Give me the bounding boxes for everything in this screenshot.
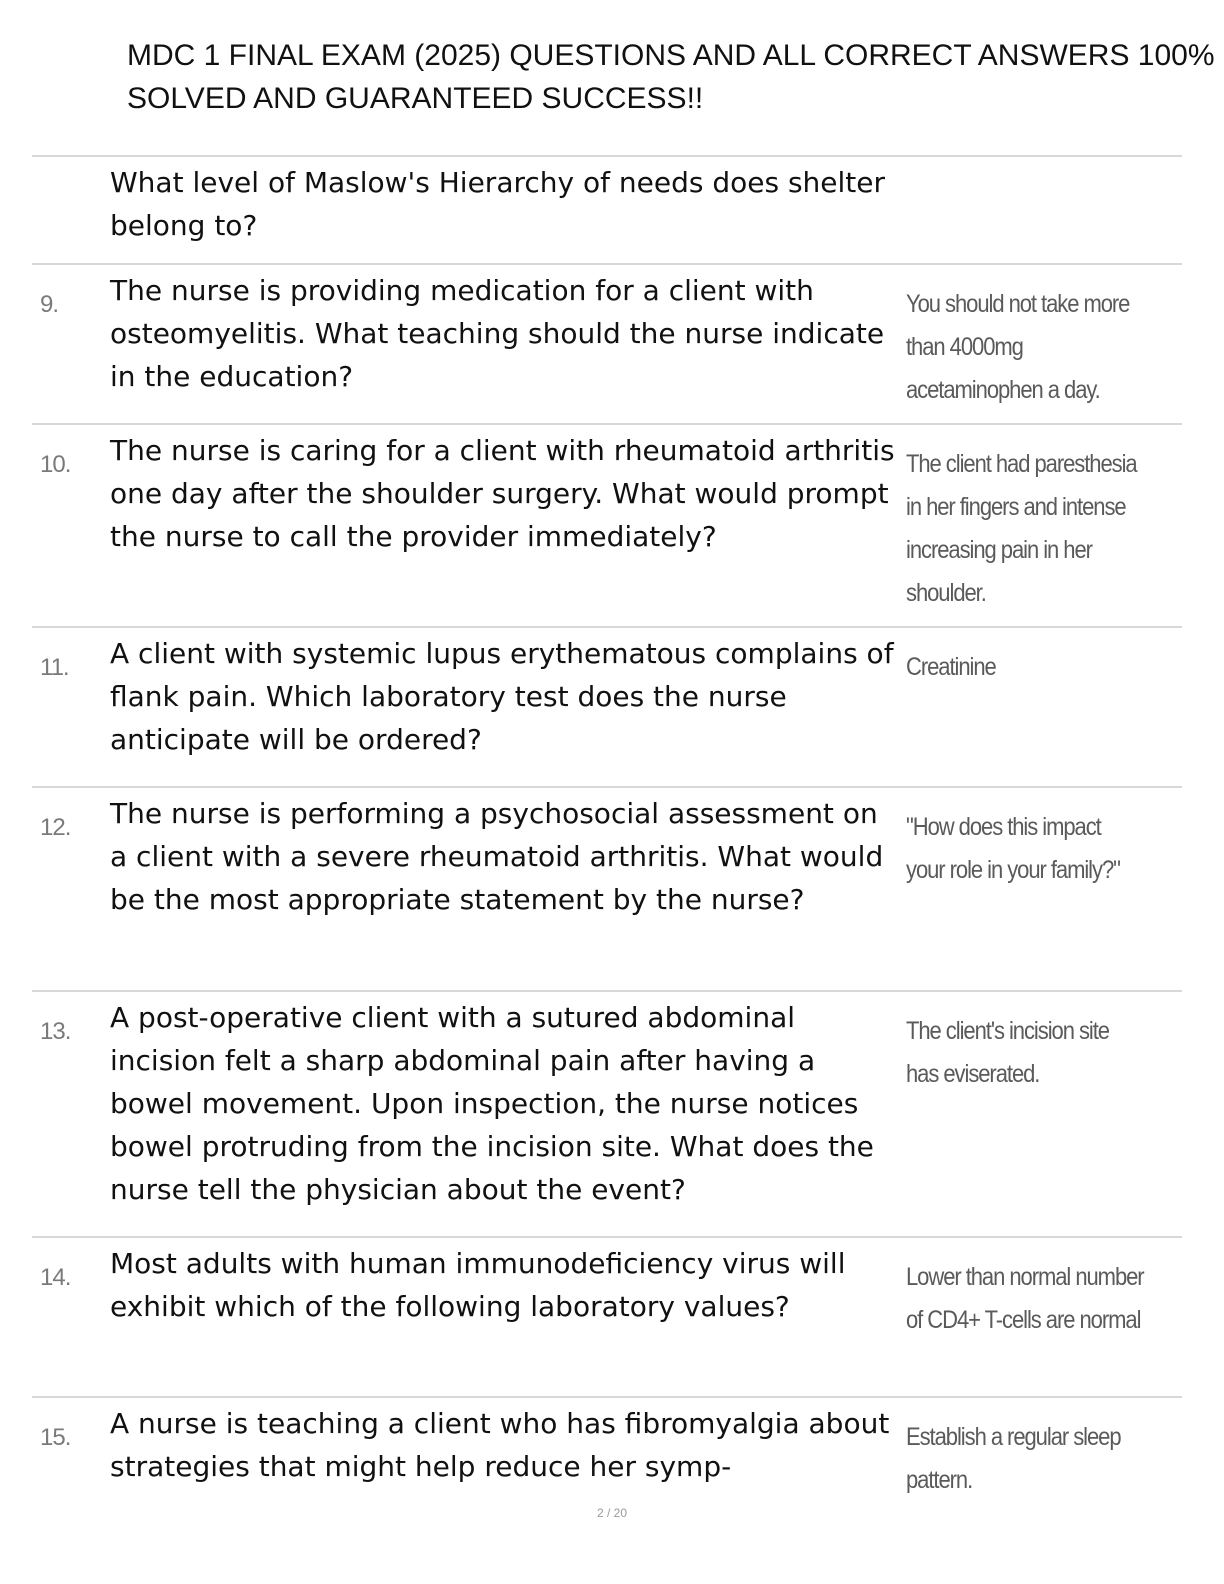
qa-row <box>32 990 1182 1236</box>
answer-text: Creatinine <box>906 653 996 681</box>
question-number: 14. <box>40 1264 71 1291</box>
question-text: A nurse is teaching a client who has fibromyalgia about strategies that might help reduce her symp- <box>110 1407 890 1483</box>
question-number: 13. <box>40 1018 71 1045</box>
question-text: A client with systemic lupus erythematous complains of flank pain. Which laboratory test does the nurse anticipate will be ordered? <box>110 637 894 756</box>
qa-row <box>32 1396 1182 1500</box>
qa-row <box>32 626 1182 786</box>
document-title: MDC 1 FINAL EXAM (2025) QUESTIONS AND ALL CORRECT ANSWERS 100% SOLVED AND GUARANTEED SUCCESS!! <box>127 39 1215 115</box>
qa-row <box>32 1236 1182 1396</box>
question-text: The nurse is providing medication for a client with osteomyelitis. What teaching should the nurse indicate in the education? <box>110 274 885 393</box>
page-indicator: 2 / 20 <box>596 1506 628 1520</box>
question-number: 9. <box>40 291 59 318</box>
question-text: The nurse is caring for a client with rheumatoid arthritis one day after the shoulder surgery. What would prompt the nurse to call the provider immediately? <box>110 434 895 553</box>
qa-row <box>32 155 1182 263</box>
question-text: Most adults with human immunodeficiency virus will exhibit which of the following laboratory values? <box>110 1247 846 1323</box>
question-number: 10. <box>40 451 71 478</box>
answer-text: You should not take more than 4000mg acetaminophen a day. <box>906 290 1130 404</box>
qa-row <box>32 786 1182 990</box>
answer-text: Establish a regular sleep pattern. <box>906 1423 1121 1494</box>
qa-row <box>32 423 1182 626</box>
answer-text: Lower than normal number of CD4+ T-cells are normal <box>906 1263 1144 1334</box>
answer-text: The client's incision site has eviserated. <box>906 1017 1109 1088</box>
answer-text: The client had paresthesia in her fingers and intense increasing pain in her shoulder. <box>906 450 1137 607</box>
qa-table <box>32 155 1182 1500</box>
answer-text: "How does this impact your role in your family?" <box>906 813 1120 884</box>
question-text: What level of Maslow's Hierarchy of needs does shelter belong to? <box>110 166 886 242</box>
question-number: 11. <box>40 654 69 681</box>
qa-row <box>32 263 1182 423</box>
question-text: The nurse is performing a psychosocial assessment on a client with a severe rheumatoid arthritis. What would be the most appropriate statement by the nurse? <box>110 797 884 916</box>
question-number: 12. <box>40 814 71 841</box>
question-number: 15. <box>40 1424 71 1451</box>
question-text: A post-operative client with a sutured abdominal incision felt a sharp abdominal pain after having a bowel movement. Upon inspection, the nurse notices bowel protruding from the incision site. What does the nurse tell the physician about the event? <box>110 1001 874 1206</box>
